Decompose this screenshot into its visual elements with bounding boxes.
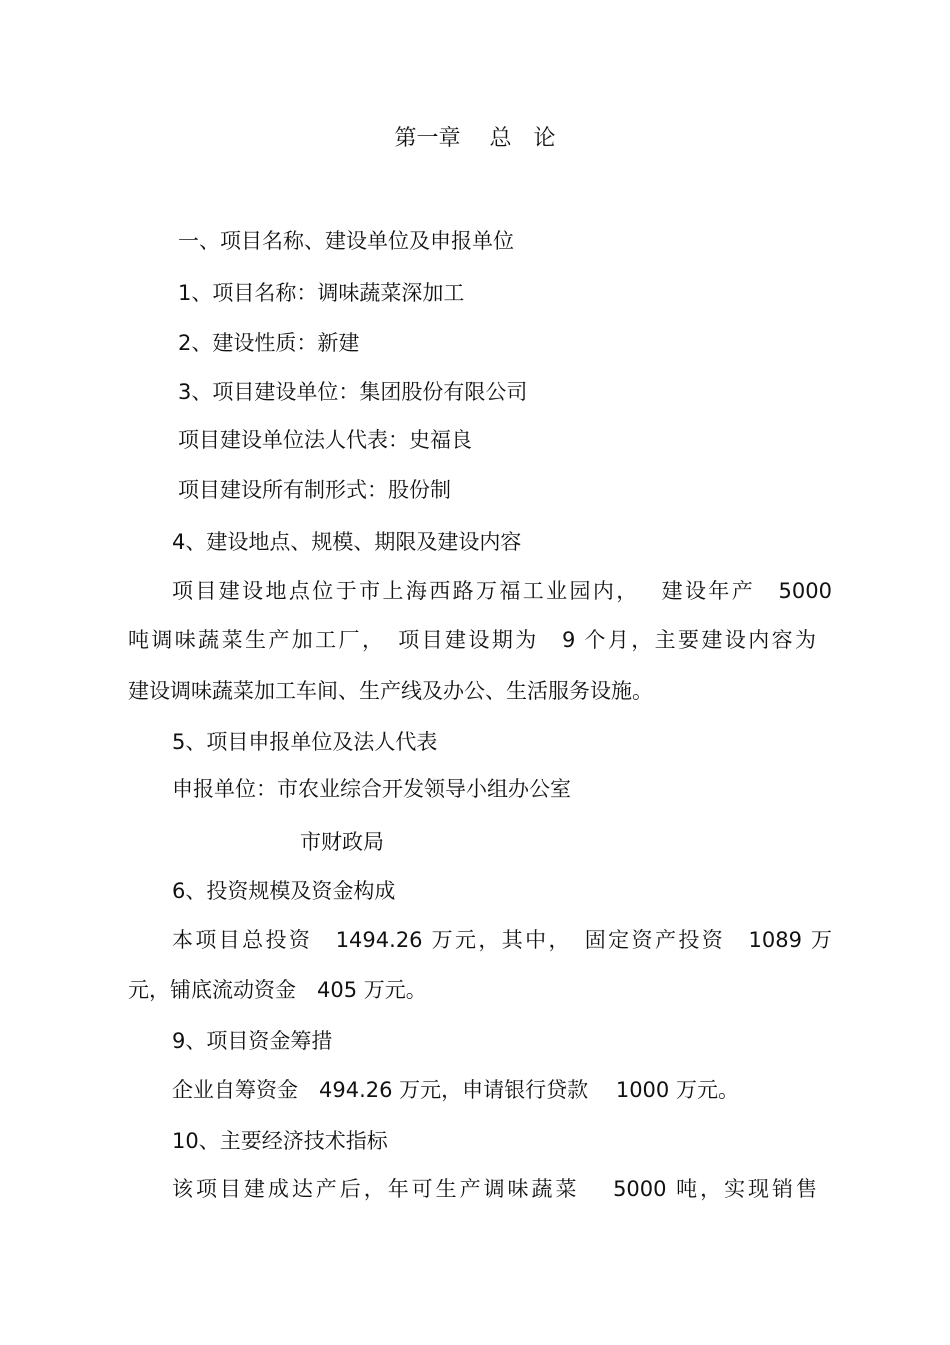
- paragraph-location-line1: 项目建设地点位于市上海西路万福工业园内， 建设年产 5000: [172, 579, 832, 603]
- paragraph-location-line2: 吨调味蔬菜生产加工厂， 项目建设期为 9 个月，主要建设内容为: [128, 628, 816, 652]
- paragraph-location-line3: 建设调味蔬菜加工车间、生产线及办公、生活服务设施。: [128, 679, 653, 703]
- item-construction-nature: 2、建设性质：新建: [178, 331, 360, 355]
- applicant-line2: 市财政局: [300, 830, 384, 854]
- applicant-line1: 申报单位：市农业综合开发领导小组办公室: [172, 777, 571, 801]
- section-heading: 一、项目名称、建设单位及申报单位: [178, 229, 514, 253]
- item-indicators: 10、主要经济技术指标: [172, 1129, 388, 1153]
- chapter-title: 第一章 总 论: [394, 126, 556, 151]
- investment-line1: 本项目总投资 1494.26 万元，其中， 固定资产投资 1089 万: [172, 928, 832, 952]
- item-location-scale: 4、建设地点、规模、期限及建设内容: [172, 530, 522, 554]
- item-funding: 9、项目资金筹措: [172, 1029, 333, 1053]
- indicator-line: 该项目建成达产后，年可生产调味蔬菜 5000 吨，实现销售: [172, 1177, 817, 1201]
- legal-representative: 项目建设单位法人代表：史福良: [178, 428, 472, 452]
- funding-line: 企业自筹资金 494.26 万元，申请银行贷款 1000 万元。: [172, 1078, 739, 1102]
- item-construction-unit: 3、项目建设单位：集团股份有限公司: [178, 380, 528, 404]
- item-applicant: 5、项目申报单位及法人代表: [172, 730, 438, 754]
- investment-line2: 元，铺底流动资金 405 万元。: [128, 978, 427, 1002]
- item-investment: 6、投资规模及资金构成: [172, 879, 396, 903]
- ownership-form: 项目建设所有制形式：股份制: [178, 478, 451, 502]
- item-project-name: 1、项目名称：调味蔬菜深加工: [178, 281, 465, 305]
